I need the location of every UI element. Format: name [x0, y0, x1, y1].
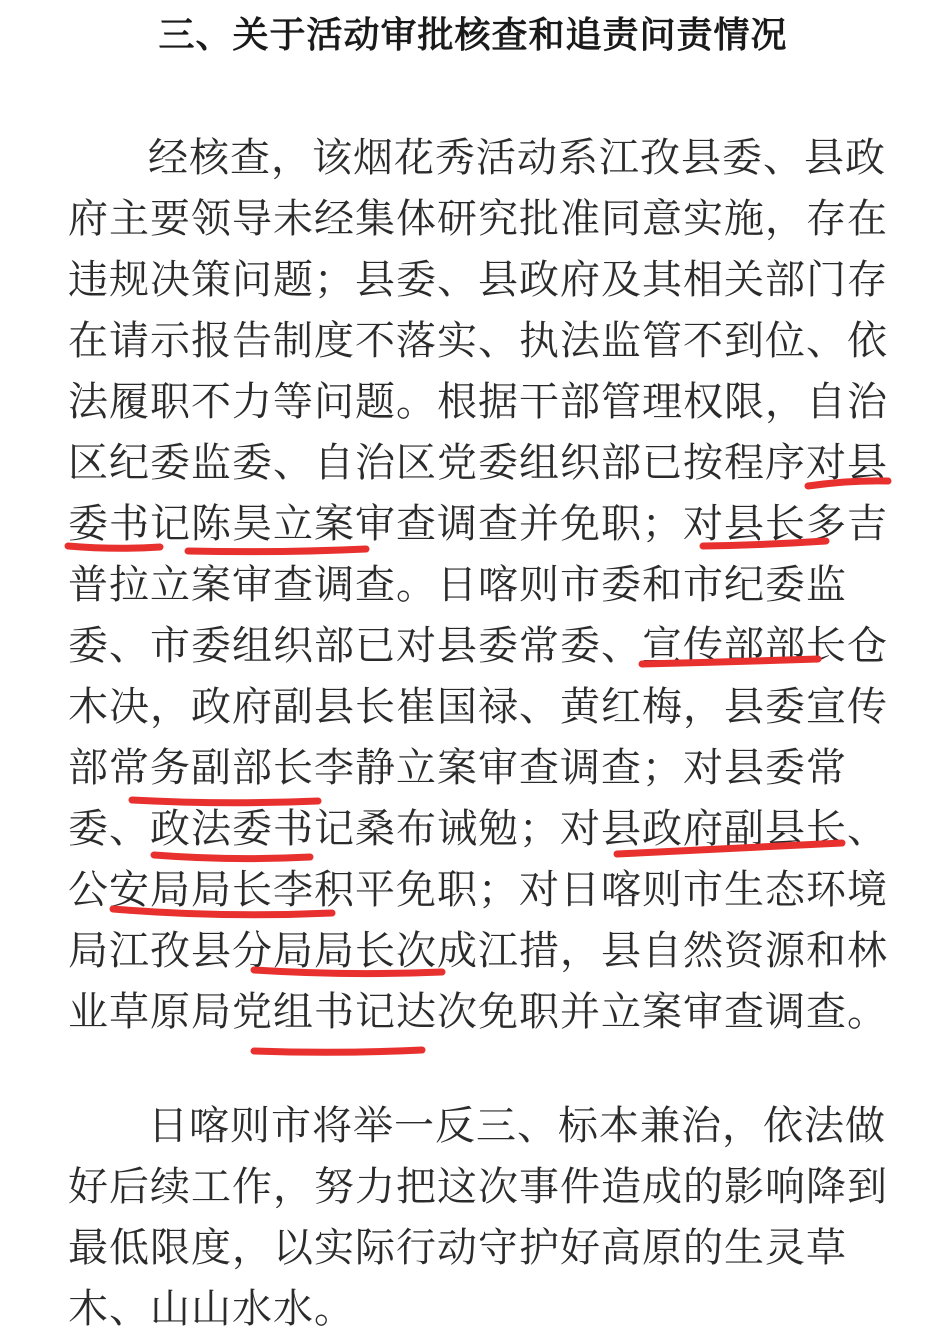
- paragraph-line: 好后续工作，努力把这次事件造成的影响降到: [68, 1164, 888, 1210]
- paragraph-2: [68, 1096, 888, 1340]
- paragraph-line: 公安局局长李积平免职；对日喀则市生态环境: [68, 867, 888, 913]
- paragraph-line: 最低限度，以实际行动守护好高原的生灵草: [68, 1225, 847, 1271]
- paragraph-line: 委、政法委书记桑布诫勉；对县政府副县长、: [68, 806, 888, 852]
- paragraph-line: 在请示报告制度不落实、执法监管不到位、依: [68, 318, 888, 364]
- paragraph-line: 委、市委组织部已对县委常委、宣传部部长仓: [68, 623, 888, 669]
- paragraph-line: 局江孜县分局局长次成江措，县自然资源和林: [68, 928, 888, 974]
- paragraph-line: 区纪委监委、自治区党委组织部已按程序对县: [68, 440, 888, 486]
- paragraph-line: 违规决策问题；县委、县政府及其相关部门存: [68, 257, 888, 303]
- paragraph-line: 府主要领导未经集体研究批准同意实施，存在: [68, 196, 888, 242]
- paragraph-line: 木、山山水水。: [68, 1286, 355, 1332]
- paragraph-line: 法履职不力等问题。根据干部管理权限，自治: [68, 379, 888, 425]
- paragraph-line: 经核查，该烟花秀活动系江孜县委、县政: [148, 135, 886, 181]
- red-underline-mark: [254, 1050, 422, 1052]
- paragraph-line: 日喀则市将举一反三、标本兼治，依法做: [148, 1103, 886, 1149]
- section-title: 三、关于活动审批核查和追责问责情况: [158, 15, 788, 56]
- paragraph-line: 委书记陈昊立案审查调查并免职；对县长多吉: [68, 501, 888, 547]
- paragraph-1: [68, 128, 888, 1043]
- paragraph-line: 木决，政府副县长崔国禄、黄红梅，县委宣传: [68, 684, 888, 730]
- paragraph-line: 业草原局党组书记达次免职并立案审查调查。: [68, 989, 888, 1035]
- paragraph-line: 部常务副部长李静立案审查调查；对县委常: [68, 745, 847, 791]
- paragraph-line: 普拉立案审查调查。日喀则市委和市纪委监: [68, 562, 847, 608]
